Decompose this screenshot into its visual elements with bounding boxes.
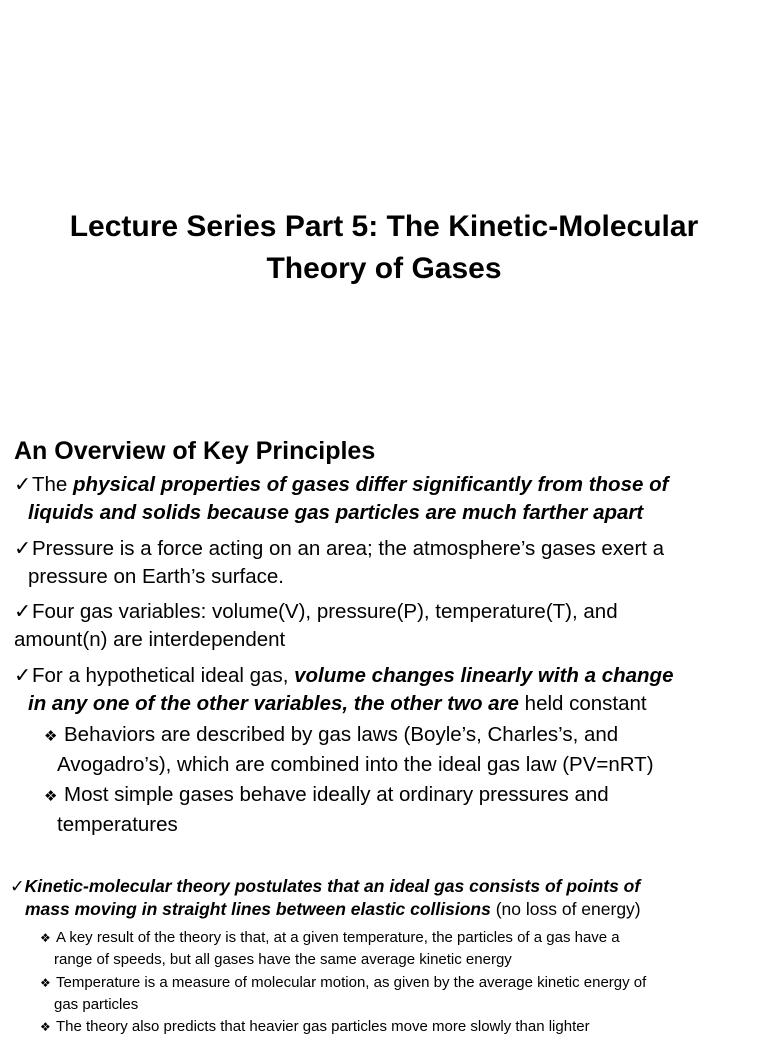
slide-title: [20, 206, 748, 290]
sub-bullet-text-line-2: temperatures: [57, 812, 178, 836]
sub-bullet-heavier-particles: [40, 1016, 752, 1038]
check-icon: ✓: [10, 876, 25, 896]
bullet-text-pre: The: [32, 473, 74, 496]
title-slide: [0, 0, 768, 400]
slide-title-line-2: Theory of Gases: [266, 252, 502, 285]
sub-bullet-text-line-1: A key result of the theory is that, at a given temperature, the particles of a gas have a: [56, 929, 620, 946]
bullet-text-post: (no loss of energy): [490, 899, 641, 919]
bullet-text-line-2: amount(n) are interdependent: [14, 627, 286, 651]
bullet-ideal-gas: [14, 662, 754, 717]
check-icon: ✓: [14, 537, 32, 560]
sub-bullet-key-result: [40, 927, 752, 970]
bullet-physical-properties: [14, 471, 754, 526]
check-icon: ✓: [14, 473, 32, 496]
sub-bullet-text-line-1: Most simple gases behave ideally at ordinary pressures and: [64, 783, 609, 806]
sub-bullet-text-line-1: Temperature is a measure of molecular motion, as given by the average kinetic energy of: [56, 974, 647, 991]
bullet-text-emphasis-1: Kinetic-molecular theory postulates that an ideal gas consists of points of: [24, 876, 641, 896]
diamond-bullet-icon: ❖: [40, 976, 51, 990]
check-icon: ✓: [14, 600, 32, 623]
bullet-text-post: held constant: [518, 691, 647, 715]
bullet-text-emphasis-2: in any one of the other variables, the other two are: [28, 691, 519, 715]
check-icon: ✓: [14, 664, 32, 687]
diamond-bullet-icon: ❖: [44, 788, 58, 805]
sub-bullet-text-line-2: gas particles: [54, 996, 139, 1013]
sub-bullet-text-line-1: Behaviors are described by gas laws (Boyle’s, Charles’s, and: [64, 723, 619, 746]
bullet-text-pre: For a hypothetical ideal gas,: [32, 664, 295, 687]
bullet-kinetic-molecular-theory: [10, 875, 755, 921]
diamond-bullet-icon: ❖: [40, 1020, 51, 1034]
sub-bullet-temperature: [40, 972, 752, 1015]
bullet-pressure: [14, 535, 754, 590]
bullet-text-line-1: Four gas variables: volume(V), pressure(P), temperature(T), and: [32, 600, 618, 623]
bullet-text-emphasis-2: mass moving in straight lines between elastic collisions: [25, 899, 491, 919]
diamond-bullet-icon: ❖: [40, 931, 51, 945]
sub-bullet-gas-laws: [44, 721, 756, 778]
sub-bullet-text-line-2: Avogadro’s), which are combined into the ideal gas law (PV=nRT): [57, 752, 654, 776]
bullet-text-emphasis-1: volume changes linearly with a change: [294, 664, 674, 687]
bullet-text-line-1: Pressure is a force acting on an area; the atmosphere’s gases exert a: [32, 537, 665, 560]
bullet-text-emphasis-1: physical properties of gases differ significantly from those of: [73, 473, 669, 496]
bullet-text-line-2: pressure on Earth’s surface.: [28, 564, 284, 588]
sub-bullet-text-line-1: The theory also predicts that heavier gas particles move more slowly than lighter: [56, 1018, 590, 1035]
overview-heading: An Overview of Key Principles: [14, 437, 376, 465]
sub-bullet-ideal-behavior: [44, 781, 756, 838]
diamond-bullet-icon: ❖: [44, 728, 58, 745]
sub-bullet-text-line-2: range of speeds, but all gases have the same average kinetic energy: [54, 951, 512, 968]
slide-title-line-1: Lecture Series Part 5: The Kinetic-Molecular: [69, 210, 699, 243]
bullet-gas-variables: [14, 598, 754, 653]
bullet-text-emphasis-2: liquids and solids because gas particles are much farther apart: [28, 500, 644, 524]
